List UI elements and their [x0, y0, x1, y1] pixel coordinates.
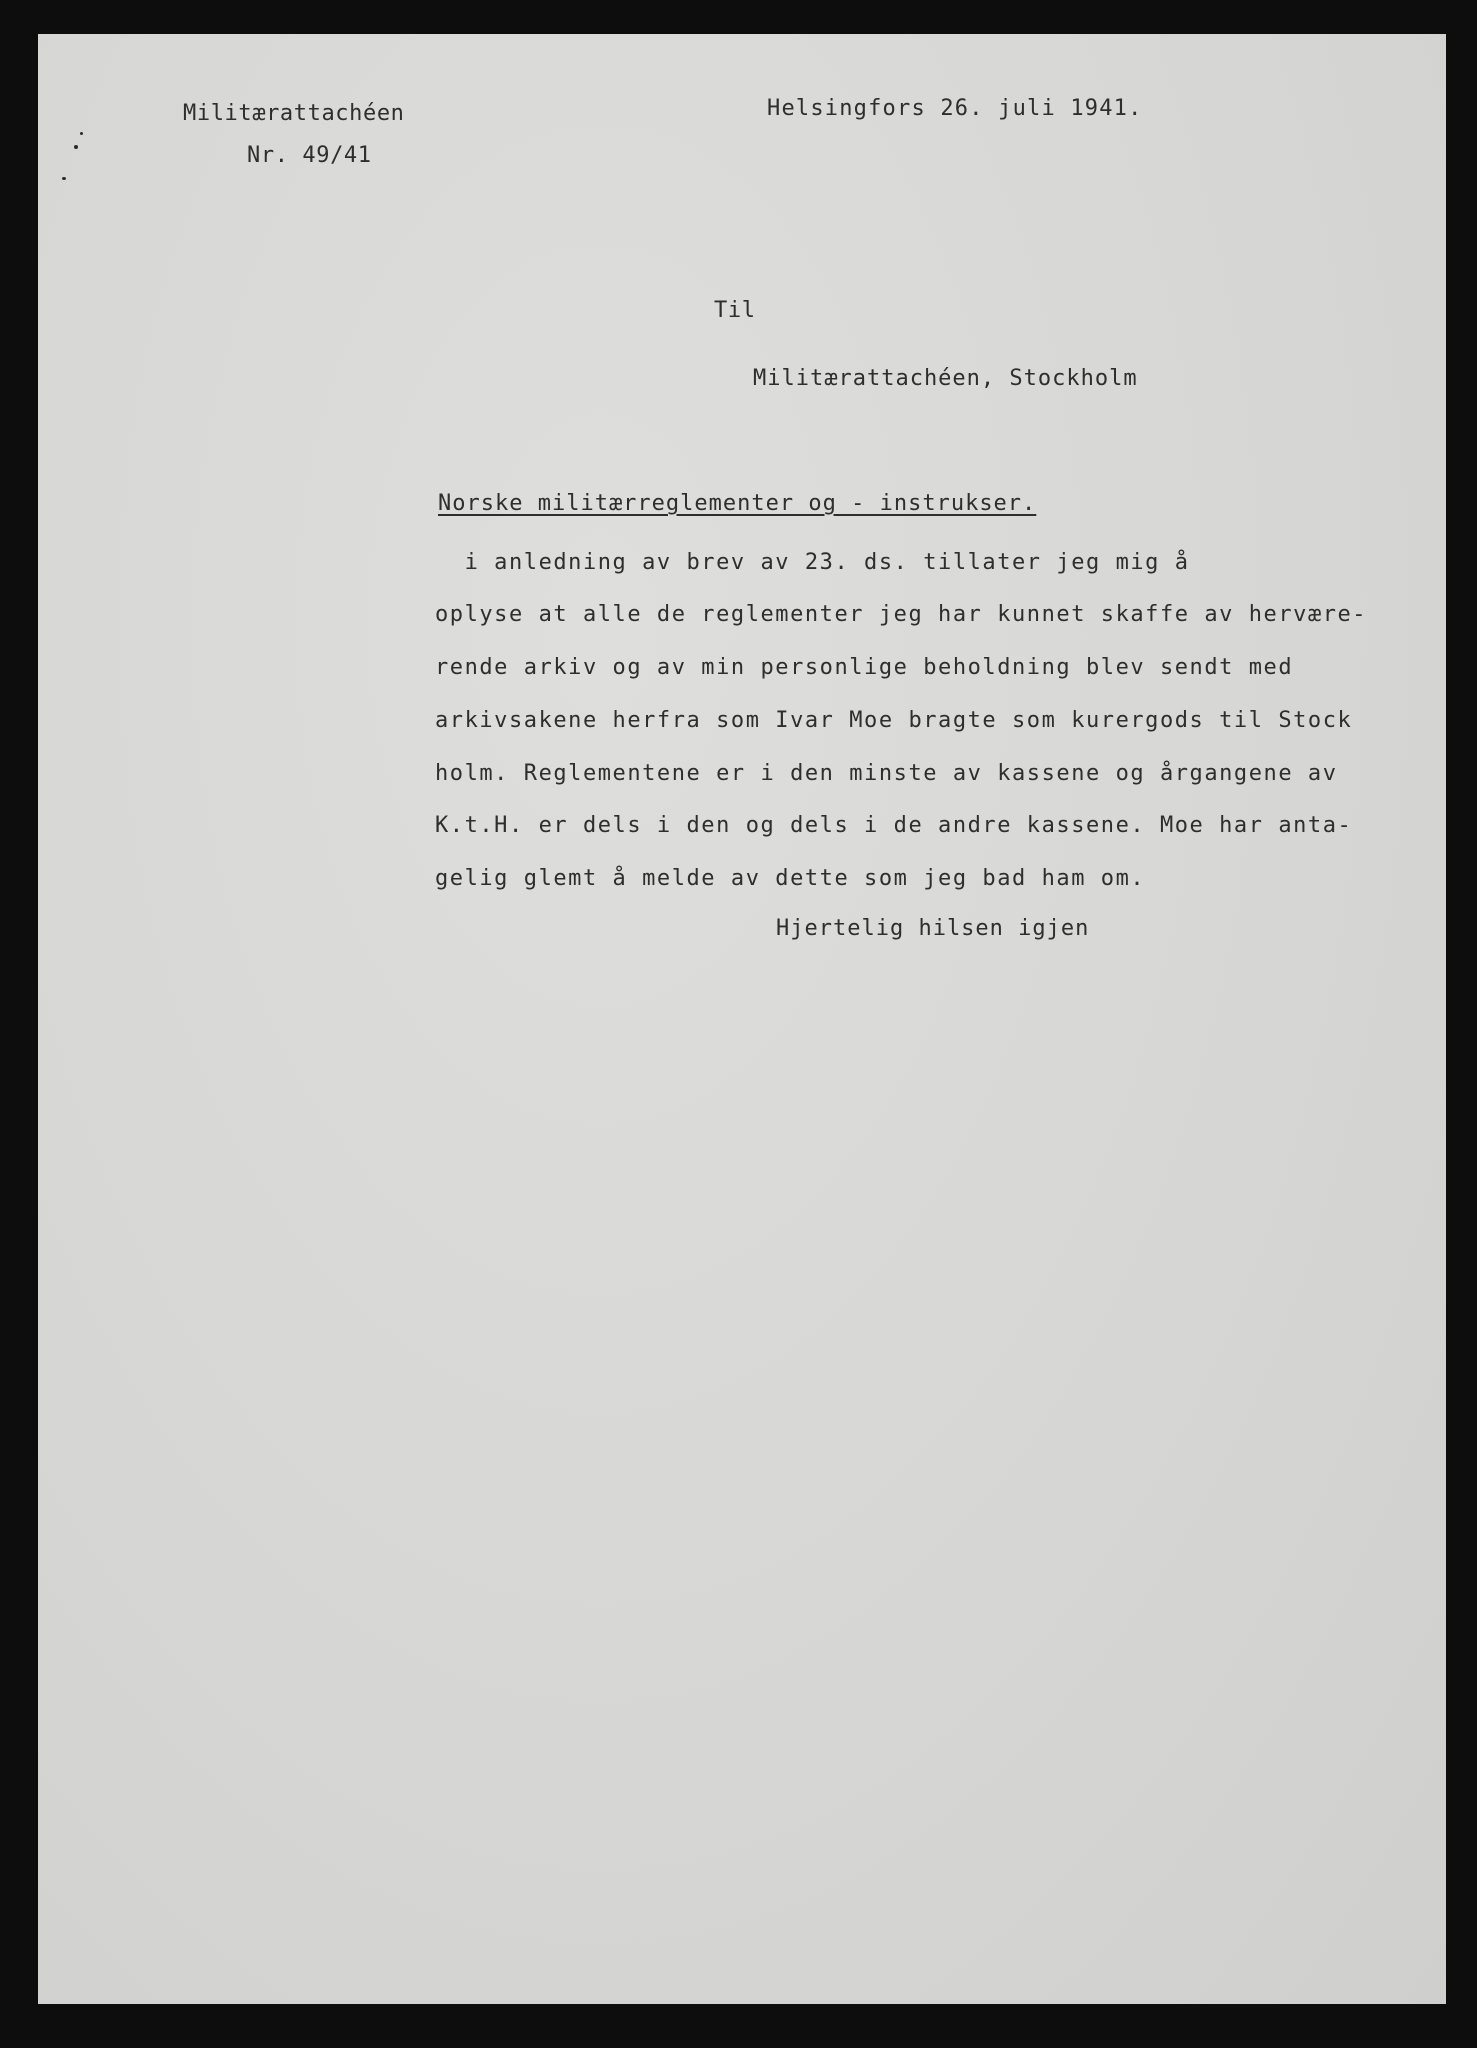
body-line: i anledning av brev av 23. ds. tillater jeg mig å [435, 550, 1190, 575]
margin-mark [62, 177, 66, 180]
to-label: Til [714, 298, 756, 323]
reference-number: Nr. 49/41 [247, 143, 372, 168]
margin-mark [74, 145, 78, 149]
letter-page [38, 34, 1446, 2004]
closing-line: Hjertelig hilsen igjen [776, 916, 1090, 941]
recipient-name: Militærattachéen, Stockholm [753, 366, 1138, 391]
body-line: rende arkiv og av min personlige beholdning blev sendt med [435, 655, 1294, 680]
body-line: holm. Reglementene er i den minste av kassene og årgangene av [435, 761, 1338, 786]
body-line: K.t.H. er dels i den og dels i de andre kassene. Moe har anta- [435, 813, 1353, 838]
body-line: gelig glemt å melde av dette som jeg bad ham om. [435, 866, 1146, 891]
body-line: oplyse at alle de reglementer jeg har kunnet skaffe av hervære- [435, 602, 1368, 627]
place-and-date: Helsingfors 26. juli 1941. [767, 96, 1143, 121]
sender-line: Militærattachéen [183, 101, 405, 126]
margin-mark [80, 132, 83, 135]
body-line: arkivsakene herfra som Ivar Moe bragte som kurergods til Stock [435, 708, 1353, 733]
subject-line: Norske militærreglementer og - instrukser. [438, 491, 1037, 516]
